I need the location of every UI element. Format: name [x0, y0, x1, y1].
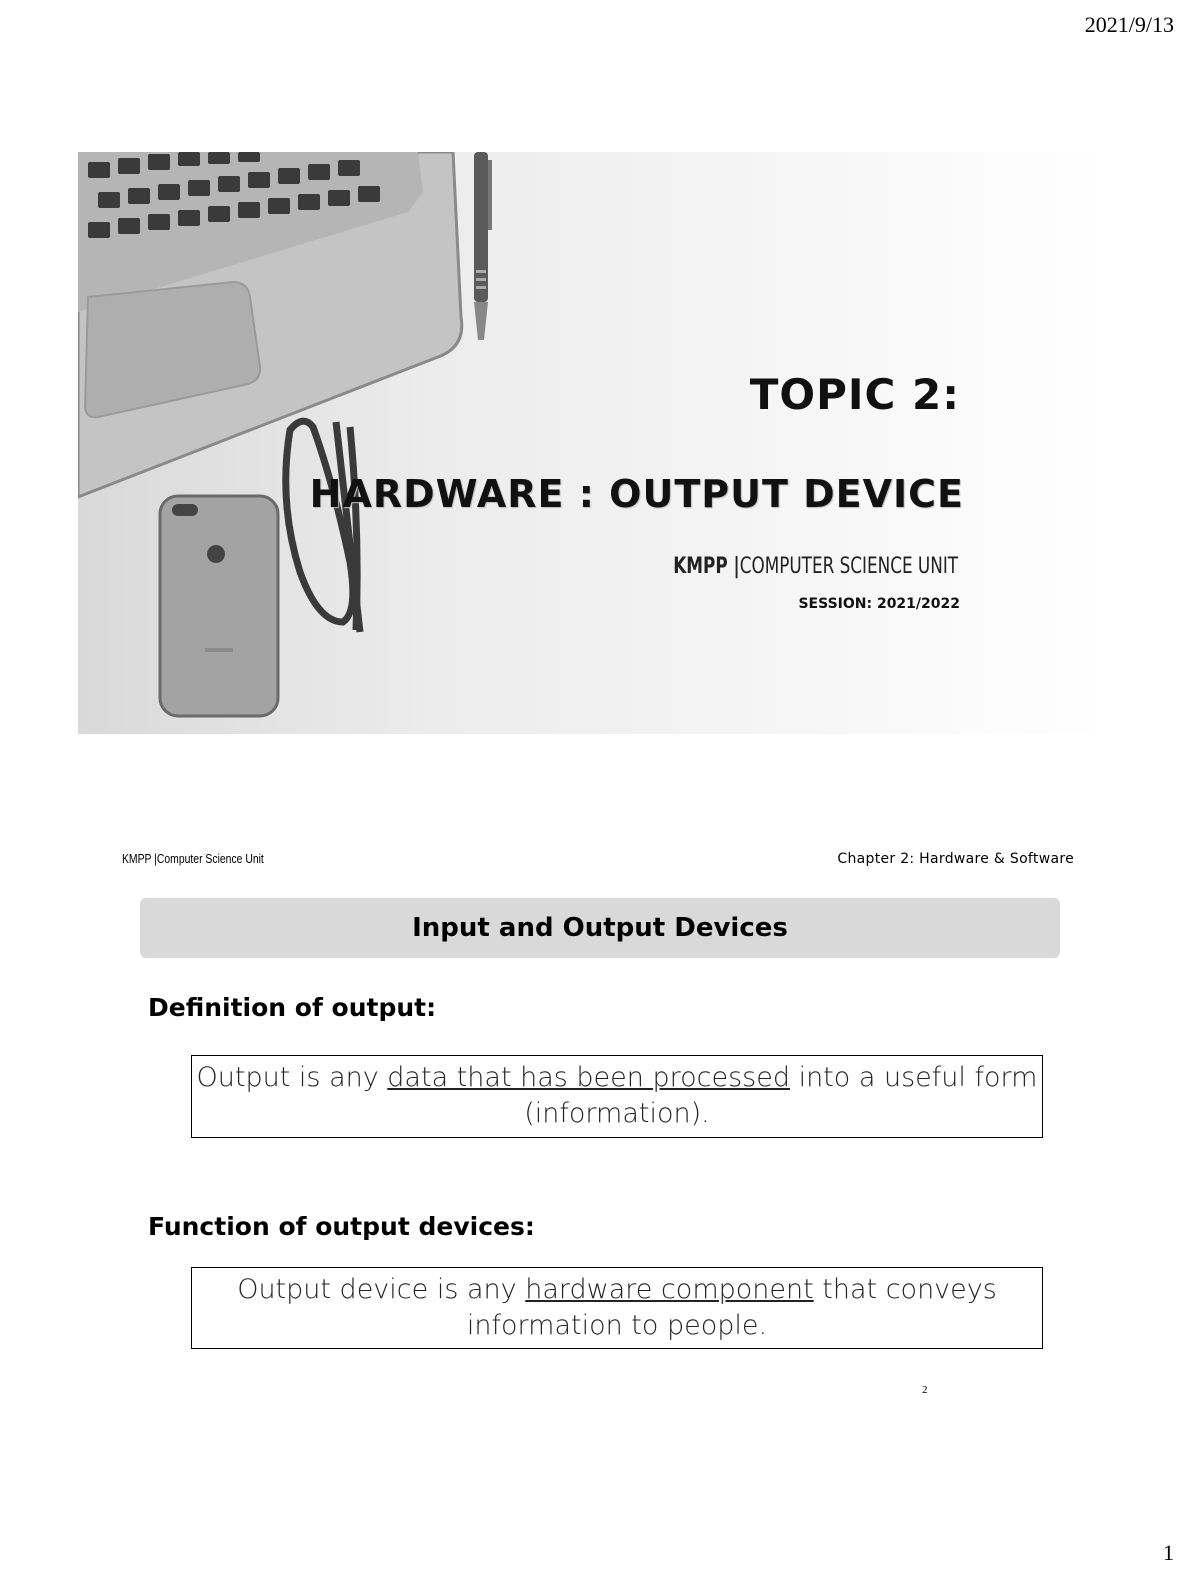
header-left: KMPP |Computer Science Unit [122, 851, 264, 866]
unit-name: COMPUTER SCIENCE UNIT [739, 554, 958, 579]
org-label: KMPP | [673, 554, 740, 579]
phone-icon [160, 496, 278, 716]
header-right: Chapter 2: Hardware & Software [837, 851, 1074, 867]
definition-underlined: data that has been processed [387, 1062, 790, 1093]
session-label: SESSION: 2021/2022 [798, 596, 960, 612]
page-number: 1 [1163, 1540, 1174, 1565]
pen-icon [474, 152, 492, 340]
glasses-icon [286, 421, 360, 632]
unit-label [673, 554, 958, 579]
definition-title: Definition of output: [148, 993, 437, 1022]
title-slide [78, 152, 1108, 734]
function-box [191, 1267, 1043, 1349]
page-date: 2021/9/13 [1084, 12, 1174, 37]
definition-pre: Output is any [196, 1062, 388, 1093]
function-pre: Output device is any [237, 1274, 526, 1305]
function-underlined: hardware component [525, 1274, 814, 1305]
desk-photo [78, 152, 1108, 734]
definition-box [191, 1055, 1043, 1138]
section-banner: Input and Output Devices [140, 898, 1060, 958]
definition-post: into a useful form (information). [524, 1062, 1038, 1129]
slide-number: 2 [922, 1384, 928, 1396]
function-title: Function of output devices: [148, 1212, 535, 1241]
topic-title: TOPIC 2: [749, 370, 960, 419]
slide-title: HARDWARE : OUTPUT DEVICE [309, 472, 964, 516]
function-post: that conveys information to people. [466, 1274, 997, 1341]
